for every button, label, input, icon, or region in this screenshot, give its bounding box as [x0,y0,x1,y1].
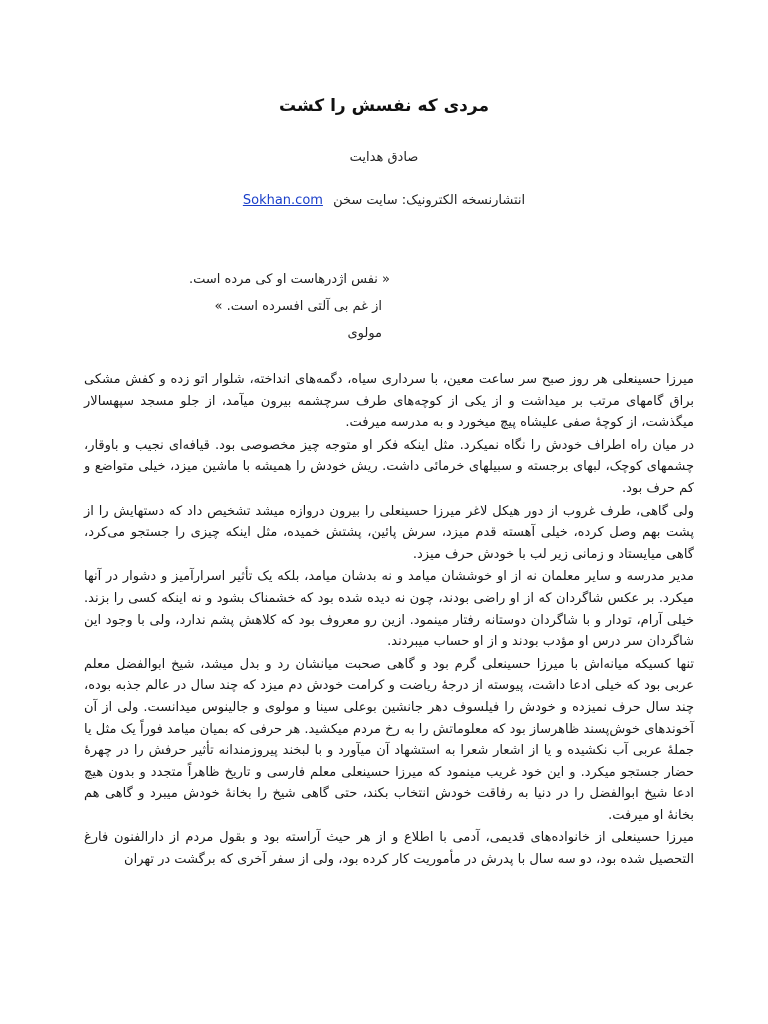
paragraph: میرزا حسینعلی از خانواده‌های قدیمی، آدمی با اطلاع و از هر حیث آراسته بود و بقول مردم از دارالفنون فارغ التحصیل شده بود، دو سه سال با پدرش در مأموریت کار کرده بود، ولی از سفر آخری که برگشت در تهران [84,830,694,868]
paragraph: میرزا حسینعلی هر روز صبح سر ساعت معین، با سرداری سیاه، دگمه‌های انداخته، شلوار اتو زده و کفش مشکی براق گامهای مرتب بر میداشت و از یکی از کوچه‌های طرف سرچشمه بیرون میآمد، از جلو مسجد سپهسالار میگذشت، از کوچهٔ صفی علیشاه پیچ میخورد و به مدرسه میرفت. [84,372,694,431]
paragraph: تنها کسیکه میانه‌اش با میرزا حسینعلی گرم بود و گاهی صحبت میانشان رد و بدل میشد، شیخ ابوالفضل معلم عربی بود که خیلی ادعا داشت، پیوسته از درجهٔ ریاضت و کرامت خودش دم میزد که چند سال در عالم جذبه بوده، چند سال حرف نمیزده و خودش را فیلسوف دهر جانشین بوعلی سینا و مولوی و جالینوس میدانست. ولی از آن آخوندهای خوش‌پسند ظاهرساز بود که معلوماتش را به رخ مردم میکشید. هر حرفی که بمیان میامد فوراً یک مثل یا جملهٔ عربی آب نکشیده و یا از اشعار شعرا به استشهاد آن میآورد و با لبخند پیروزمندانه تأثیر حرفش را در چهرهٔ حضار جستجو میکرد. و این خود غریب مینمود که میرزا حسینعلی معلم فارسی و تاریخ ظاهراً متجدد و بدون هیچ ادعا شیخ ابوالفضل را در دنیا به رفاقت خودش انتخاب بکند، حتی گاهی شیخ را بخانهٔ خودش میبرد و گاهی هم بخانهٔ او میرفت. [84,656,694,823]
body-text [84,369,694,872]
publisher-label: انتشارنسخه الکترونیک: سایت سخن [333,193,526,208]
paragraph: در میان راه اطراف خودش را نگاه نمیکرد. مثل اینکه فکر او متوجه چیز مخصوصی بود. قیافه‌ای نجیب و باوقار، چشمهای کوچک، لبهای برجسته و سبیلهای خرمائی داشت. ریش خودش را همیشه با ماشین میزد، خیلی متواضع و کم حرف بود. [84,437,694,496]
publisher-line [0,193,768,208]
epigraph [140,266,390,347]
epigraph-line-1: « نفس اژدرهاست او کی مرده است. [189,272,390,287]
paragraph: مدیر مدرسه و سایر معلمان نه از او خوششان میامد و نه بدشان میامد، بلکه یک تأثیر اسرارآمیز و دشوار در آنها میکرد. بر عکس شاگردان که از او راضی بودند، چون نه دیده شده بود که خشمناک بشود و نه اینکه کسی را بزند. خیلی آرام، تودار و با شاگردان دوستانه رفتار مینمود. ازین رو معروف بود که کلاهش پشم ندارد، ولی با وجود این شاگردان سر درس او مؤدب بودند و از او حساب میبردند. [84,569,694,650]
epigraph-line-2: از غم بی آلتی افسرده است. » [214,299,382,314]
publisher-link[interactable]: Sokhan.com [242,193,323,208]
epigraph-attribution: مولوی [347,326,382,341]
page-title: مردی که نفسش را کشت [278,96,490,116]
paragraph: ولی گاهی، طرف غروب از دور هیکل لاغر میرزا حسینعلی را بیرون دروازه میشد تشخیص داد که دستهایش را از پشت بهم وصل کرده، خیلی آهسته قدم میزد، سرش پائین، پشتش خمیده، مثل اینکه چیزی را جستجو می‌کرد، گاهی میایستاد و زمانی زیر لب با خودش حرف میزد. [84,503,694,562]
author-name: صادق هدایت [349,150,419,165]
